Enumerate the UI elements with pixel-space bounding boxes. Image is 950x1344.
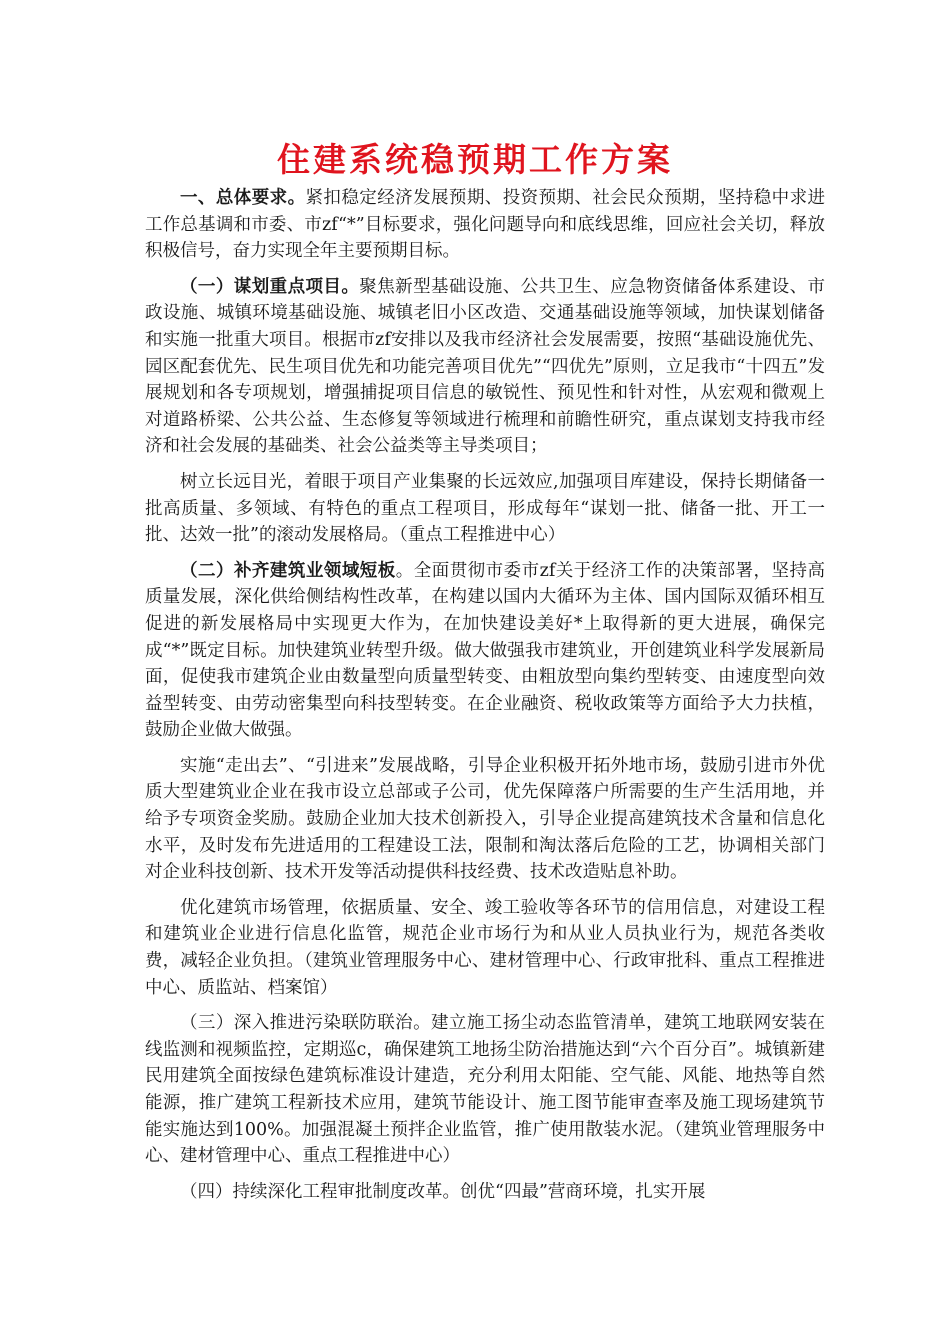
paragraph-pollution-control bbox=[145, 1010, 825, 1170]
paragraph-text: 优化建筑市场管理，依据质量、安全、竣工验收等各环节的信用信息，对建设工程和建筑业企业进行信息化监管，规范企业市场行为和从业人员执业行为，规范各类收费，减轻企业负担。（建筑业管理服务中心、建材管理中心、行政审批科、重点工程推进中心、质监站、档案馆） bbox=[145, 897, 825, 998]
paragraph-key-projects bbox=[145, 274, 825, 460]
paragraph-approval-reform bbox=[145, 1179, 825, 1206]
paragraph-text: 紧扣稳定经济发展预期、投资预期、社会民众预期，坚持稳中求进工作总基调和市委、市zf“*”目标要求，强化问题导向和底线思维，回应社会关切，释放积极信号，奋力实现全年主要预期目标。 bbox=[145, 188, 825, 262]
paragraph-text: 实施“走出去”、“引进来”发展战略，引导企业积极开拓外地市场，鼓励引进市外优质大型建筑业企业在我市设立总部或子公司，优先保障落户所需要的生产生活用地，并给予专项资金奖励。鼓励企业加大技术创新投入，引导企业提高建筑技术含量和信息化水平，及时发布先进适用的工程建设工法，限制和淘汰落后危险的工艺，协调相关部门对企业科技创新、技术开发等活动提供科技经费、技术改造贴息补助。 bbox=[145, 755, 825, 883]
paragraph-long-term-vision bbox=[145, 469, 825, 549]
paragraph-lead: （一）谋划重点项目。 bbox=[180, 276, 360, 297]
paragraph-go-out-bring-in bbox=[145, 753, 825, 886]
paragraph-text: （三）深入推进污染联防联治。建立施工扬尘动态监管清单，建筑工地联网安装在线监测和视频监控，定期巡c，确保建筑工地扬尘防治措施达到“六个百分百”。城镇新建民用建筑全面按绿色建筑标准设计建造，充分利用太阳能、空气能、风能、地热等自然能源，推广建筑工程新技术应用，建筑节能设计、施工图节能审查率及施工现场建筑节能实施达到100%。加强混凝土预拌企业监管，推广使用散装水泥。（建筑业管理服务中心、建材管理中心、重点工程推进中心） bbox=[145, 1013, 825, 1167]
paragraph-lead: 一、总体要求。 bbox=[180, 188, 306, 208]
document-body bbox=[145, 185, 825, 1205]
paragraph-lead: （二）补齐建筑业领域短板 bbox=[180, 560, 396, 581]
paragraph-text: 聚焦新型基础设施、公共卫生、应急物资储备体系建设、市政设施、城镇环境基础设施、城镇老旧小区改造、交通基础设施等领域，加快谋划储备和实施一批重大项目。根据市zf安排以及我市经济社会发展需要，按照“基础设施优先、园区配套优先、民生项目优先和功能完善项目优先”“四优先”原则，立足我市“十四五”发展规划和各专项规划，增强捕捉项目信息的敏锐性、预见性和针对性，从宏观和微观上对道路桥梁、公共公益、生态修复等领域进行梳理和前瞻性研究，重点谋划支持我市经济和社会发展的基础类、社会公益类等主导类项目； bbox=[145, 276, 826, 457]
paragraph-text: （四）持续深化工程审批制度改革。创优“四最”营商环境，扎实开展 bbox=[180, 1181, 706, 1202]
paragraph-construction-industry bbox=[145, 558, 825, 744]
paragraph-text: 树立长远目光，着眼于项目产业集聚的长远效应,加强项目库建设，保持长期储备一批高质量、多领域、有特色的重点工程项目，形成每年“谋划一批、储备一批、开工一批、达效一批”的滚动发展格局。（重点工程推进中心） bbox=[145, 471, 825, 546]
paragraph-general-requirements bbox=[145, 185, 825, 265]
document-title: 住建系统稳预期工作方案 bbox=[277, 140, 673, 179]
paragraph-text: 。全面贯彻市委市zf关于经济工作的决策部署，坚持高质量发展，深化供给侧结构性改革，在构建以国内大循环为主体、国内国际双循环相互促进的新发展格局中实现更大作为，在加快建设美好*上取得新的更大进展，确保完成“*”既定目标。加快建筑业转型升级。做大做强我市建筑业，开创建筑业科学发展新局面，促使我市建筑企业由数量型向质量型转变、由粗放型向集约型转变、由速度型向效益型转变、由劳动密集型向科技型转变。在企业融资、税收政策等方面给予大力扶植，鼓励企业做大做强。 bbox=[145, 560, 825, 741]
paragraph-market-management bbox=[145, 895, 825, 1001]
